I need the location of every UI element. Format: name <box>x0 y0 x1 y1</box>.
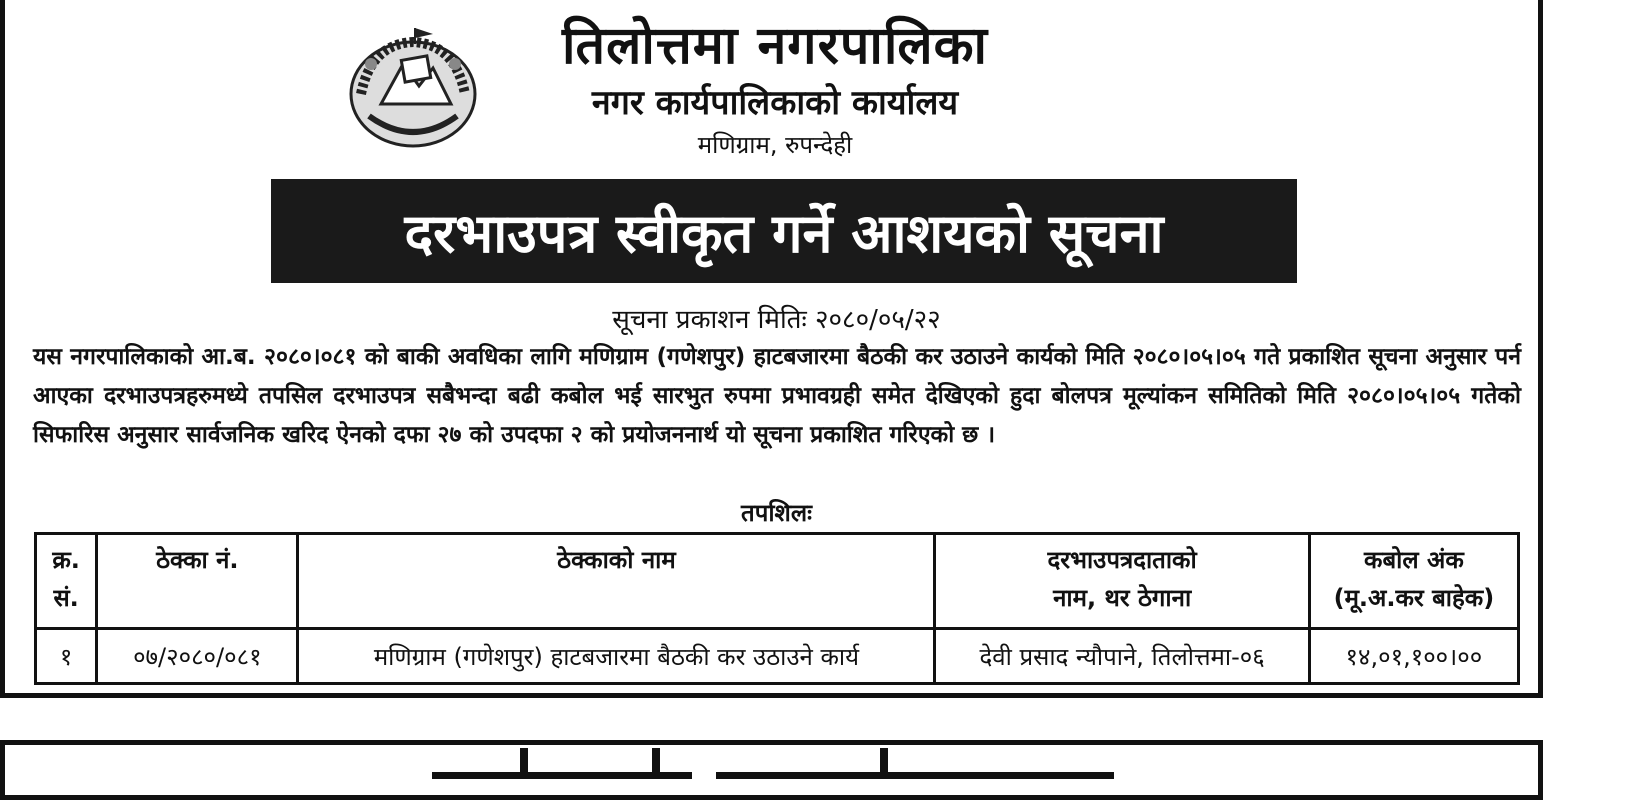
header-sn <box>36 534 97 629</box>
header-contract-name: ठेक्काको नाम <box>298 534 935 629</box>
cell-bidder: देवी प्रसाद न्यौपाने, तिलोत्तमा-०६ <box>935 629 1309 684</box>
cell-sn: १ <box>36 629 97 684</box>
next-notice-glyph-fragment <box>520 748 528 774</box>
header-bidder <box>935 534 1309 629</box>
cell-contract-name: मणिग्राम (गणेशपुर) हाटबजारमा बैठकी कर उठाउने कार्य <box>298 629 935 684</box>
award-table <box>34 532 1520 685</box>
header-amount <box>1309 534 1518 629</box>
nepal-government-seal-icon <box>341 24 485 152</box>
header-bidder-line2: नाम, थर ठेगाना <box>1053 584 1192 612</box>
notice-body: यस नगरपालिकाको आ.ब. २०८०।०८१ को बाकी अवधिका लागि मणिग्राम (गणेशपुर) हाटबजारमा बैठकी कर उठाउने कार्यको मिति २०८०।०५।०५ गते प्रकाशित सूचना अनुसार पर्न आएका दरभाउपत्रहरुमध्ये तपसिल दरभाउपत्र सबैभन्दा बढी कबोल भई सारभुत रुपमा प्रभावग्रही समेत देखिएको हुदा बोलपत्र मूल्यांकन समितिको मिति २०८०।०५।०५ गतेको सिफारिस अनुसार सार्वजनिक खरिद ऐनको दफा २७ को उपदफा २ को प्रयोजननार्थ यो सूचना प्रकाशित गरिएको छ । <box>33 344 1521 448</box>
header-contract-no: ठेक्का नं. <box>97 534 298 629</box>
header-bidder-line1: दरभाउपत्रदाताको <box>1047 546 1197 574</box>
header-sn-line2: सं. <box>53 584 79 612</box>
org-name: तिलोत्तमा नगरपालिका <box>562 16 988 76</box>
header-amount-line1: कबोल अंक <box>1364 546 1464 574</box>
office-location: मणिग्राम, रुपन्देही <box>697 131 853 159</box>
next-notice-heading-fragment <box>716 772 1114 779</box>
next-notice-glyph-fragment <box>880 748 888 774</box>
notice-title: दरभाउपत्र स्वीकृत गर्ने आशयको सूचना <box>404 202 1164 265</box>
header-amount-line2: (मू.अ.कर बाहेक) <box>1333 584 1495 612</box>
next-notice-glyph-fragment <box>652 748 660 774</box>
next-notice-frame <box>0 740 1543 800</box>
office-name: नगर कार्यपालिकाको कार्यालय <box>591 83 959 123</box>
tapsil-label: तपशिलः <box>741 499 812 527</box>
notice-title-banner <box>271 179 1297 283</box>
cell-amount: १४,०१,१००।०० <box>1309 629 1518 684</box>
table-row <box>36 629 1519 684</box>
table-header-row <box>36 534 1519 629</box>
header-sn-line1: क्र. <box>52 546 80 574</box>
cell-contract-no: ०७/२०८०/०८१ <box>97 629 298 684</box>
publication-date: सूचना प्रकाशन मितिः २०८०/०५/२२ <box>612 305 941 335</box>
